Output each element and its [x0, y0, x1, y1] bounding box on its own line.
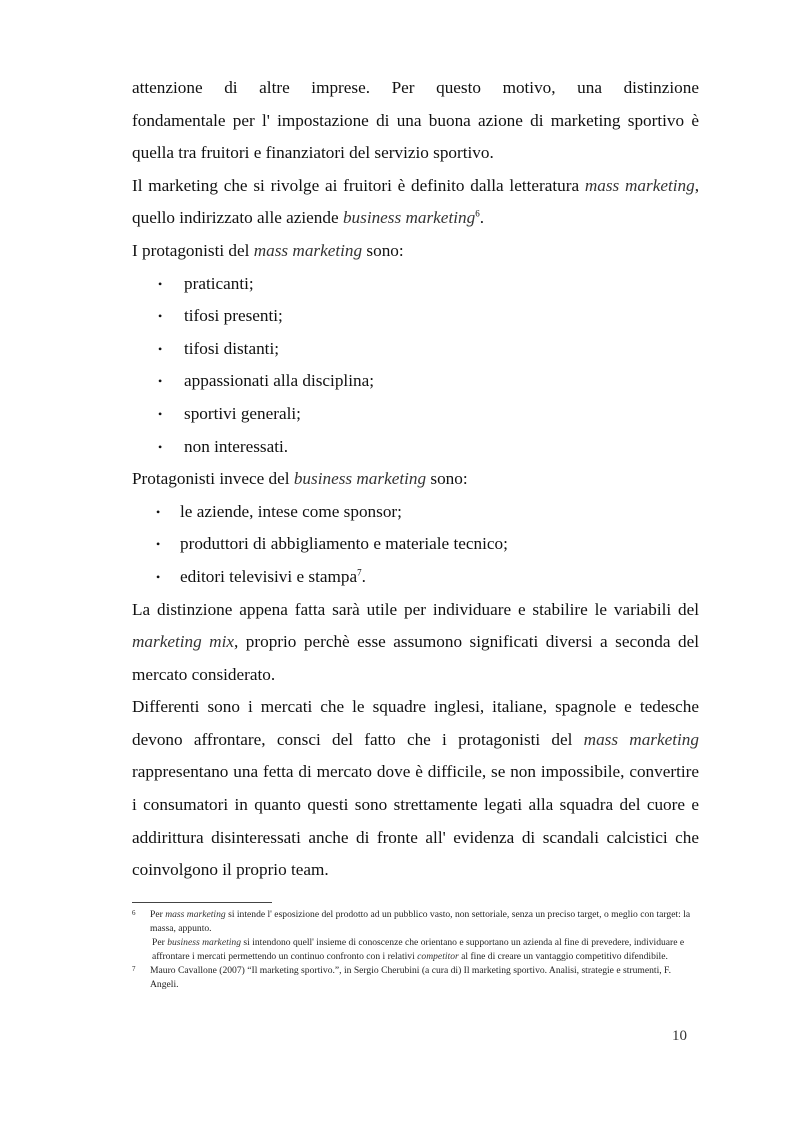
bullet-icon: •: [156, 504, 161, 519]
list-item-text: non interessati.: [184, 436, 289, 456]
list-item: [132, 365, 699, 398]
text-run: .: [479, 208, 484, 228]
mass-marketing-list: [132, 268, 699, 464]
text-run: rappresentano una fetta di mercato dove è difficile, se non impossibile, convertire i consumatori in quanto questi sono strettamente legati alla squadra del cuore e addirittura disinteressati anche di fronte all' evidenza di scandali calcistici che coinvolgono il proprio team.: [132, 762, 699, 880]
footnote-number: 6: [132, 909, 136, 917]
bullet-icon: •: [158, 439, 163, 454]
emphasis-mass-marketing: mass marketing: [165, 909, 226, 920]
list-item: [132, 496, 699, 529]
emphasis-business-marketing: business marketing: [342, 208, 476, 228]
text-run: Differenti sono i mercati che le squadre inglesi, italiane, spagnole e tedesche devono affrontare, consci del fatto che i protagonisti del: [132, 697, 699, 749]
text-run: al fine di creare un vantaggio competitivo difendibile.: [458, 951, 668, 962]
text-run: Mauro Cavallone (2007) “Il marketing sportivo.”, in Sergio Cherubini (a cura di) Il marketing sportivo. Analisi, strategie e strumenti, F. Angeli.: [150, 965, 671, 990]
text-run: Per: [150, 909, 166, 920]
list-item-text: praticanti;: [184, 273, 254, 293]
paragraph-4: [132, 463, 699, 496]
list-item: [132, 561, 699, 594]
footnote-ref-7[interactable]: 7: [357, 567, 362, 578]
bullet-icon: •: [158, 406, 163, 421]
text-run: , quello indirizzato alle aziende: [132, 175, 699, 228]
text-run: sono:: [362, 240, 404, 260]
list-item: [132, 431, 699, 464]
text-run: , proprio perchè esse assumono significati diversi a seconda del mercato considerato.: [132, 632, 699, 684]
paragraph-5: [132, 594, 699, 692]
footnote-6: [132, 908, 699, 936]
footnote-6-continued: [132, 936, 699, 964]
emphasis-business-marketing: business marketing: [167, 937, 242, 948]
text-run: si intende l' esposizione del prodotto ad un pubblico vasto, non settoriale, senza un preciso target, o meglio con target: la massa, appunto.: [150, 909, 691, 934]
paragraph-1-line-1: attenzione di altre imprese. Per questo motivo, una distinzione: [132, 78, 699, 97]
text-run: .: [361, 566, 366, 586]
bullet-icon: •: [158, 374, 163, 389]
emphasis-mass-marketing: mass marketing: [583, 729, 699, 749]
list-item: [132, 398, 699, 431]
list-item-text: produttori di abbigliamento e materiale tecnico;: [180, 534, 508, 554]
paragraph-2: [132, 170, 699, 235]
footnote-7: [132, 964, 699, 992]
text-run: si intendono quell' insieme di conoscenze che orientano e supportano un azienda al fine di prevedere, individuare e affrontare i mercati permettendo un continuo confronto con i relativi: [152, 937, 685, 962]
text-run: sono:: [426, 469, 468, 489]
business-marketing-list: [132, 496, 699, 594]
page-number: 10: [672, 1028, 687, 1044]
list-item: [132, 268, 699, 301]
bullet-icon: •: [158, 309, 163, 324]
paragraph-6: [132, 691, 699, 887]
emphasis-mass-marketing: mass marketing: [253, 240, 363, 260]
text-run: Il marketing che si rivolge ai fruitori è definito dalla letteratura: [132, 175, 585, 195]
footnote-separator: [132, 902, 272, 903]
text-run: Per: [152, 937, 168, 948]
emphasis-marketing-mix: marketing mix: [132, 632, 234, 652]
footnote-number: 7: [132, 965, 136, 973]
emphasis-mass-marketing: mass marketing: [584, 175, 695, 195]
footnote-ref-6[interactable]: 6: [475, 208, 480, 219]
text-run: La distinzione appena fatta sarà utile per individuare e stabilire le variabili del: [132, 599, 699, 619]
list-item: [132, 528, 699, 561]
bullet-icon: •: [158, 276, 163, 291]
text-run: Protagonisti invece del: [132, 469, 294, 489]
list-item: [132, 300, 699, 333]
footnotes: [132, 908, 699, 992]
list-item: [132, 333, 699, 366]
emphasis-business-marketing: business marketing: [293, 469, 427, 489]
emphasis-competitor: competitor: [417, 951, 459, 962]
list-item-text: tifosi distanti;: [184, 338, 280, 358]
list-item-text: editori televisivi e stampa: [180, 566, 358, 586]
list-item-text: appassionati alla disciplina;: [184, 371, 374, 391]
list-item-text: sportivi generali;: [184, 403, 301, 423]
paragraph-3: [132, 235, 699, 268]
page-body: [132, 72, 699, 887]
bullet-icon: •: [158, 341, 163, 356]
paragraph-1: fondamentale per l' impostazione di una buona azione di marketing sportivo è quella tra fruitori e finanziatori del servizio sportivo.: [132, 110, 699, 163]
bullet-icon: •: [156, 569, 161, 584]
list-item-text: tifosi presenti;: [184, 306, 283, 326]
text-run: I protagonisti del: [132, 240, 254, 260]
list-item-text: le aziende, intese come sponsor;: [180, 501, 402, 521]
bullet-icon: •: [156, 537, 161, 552]
